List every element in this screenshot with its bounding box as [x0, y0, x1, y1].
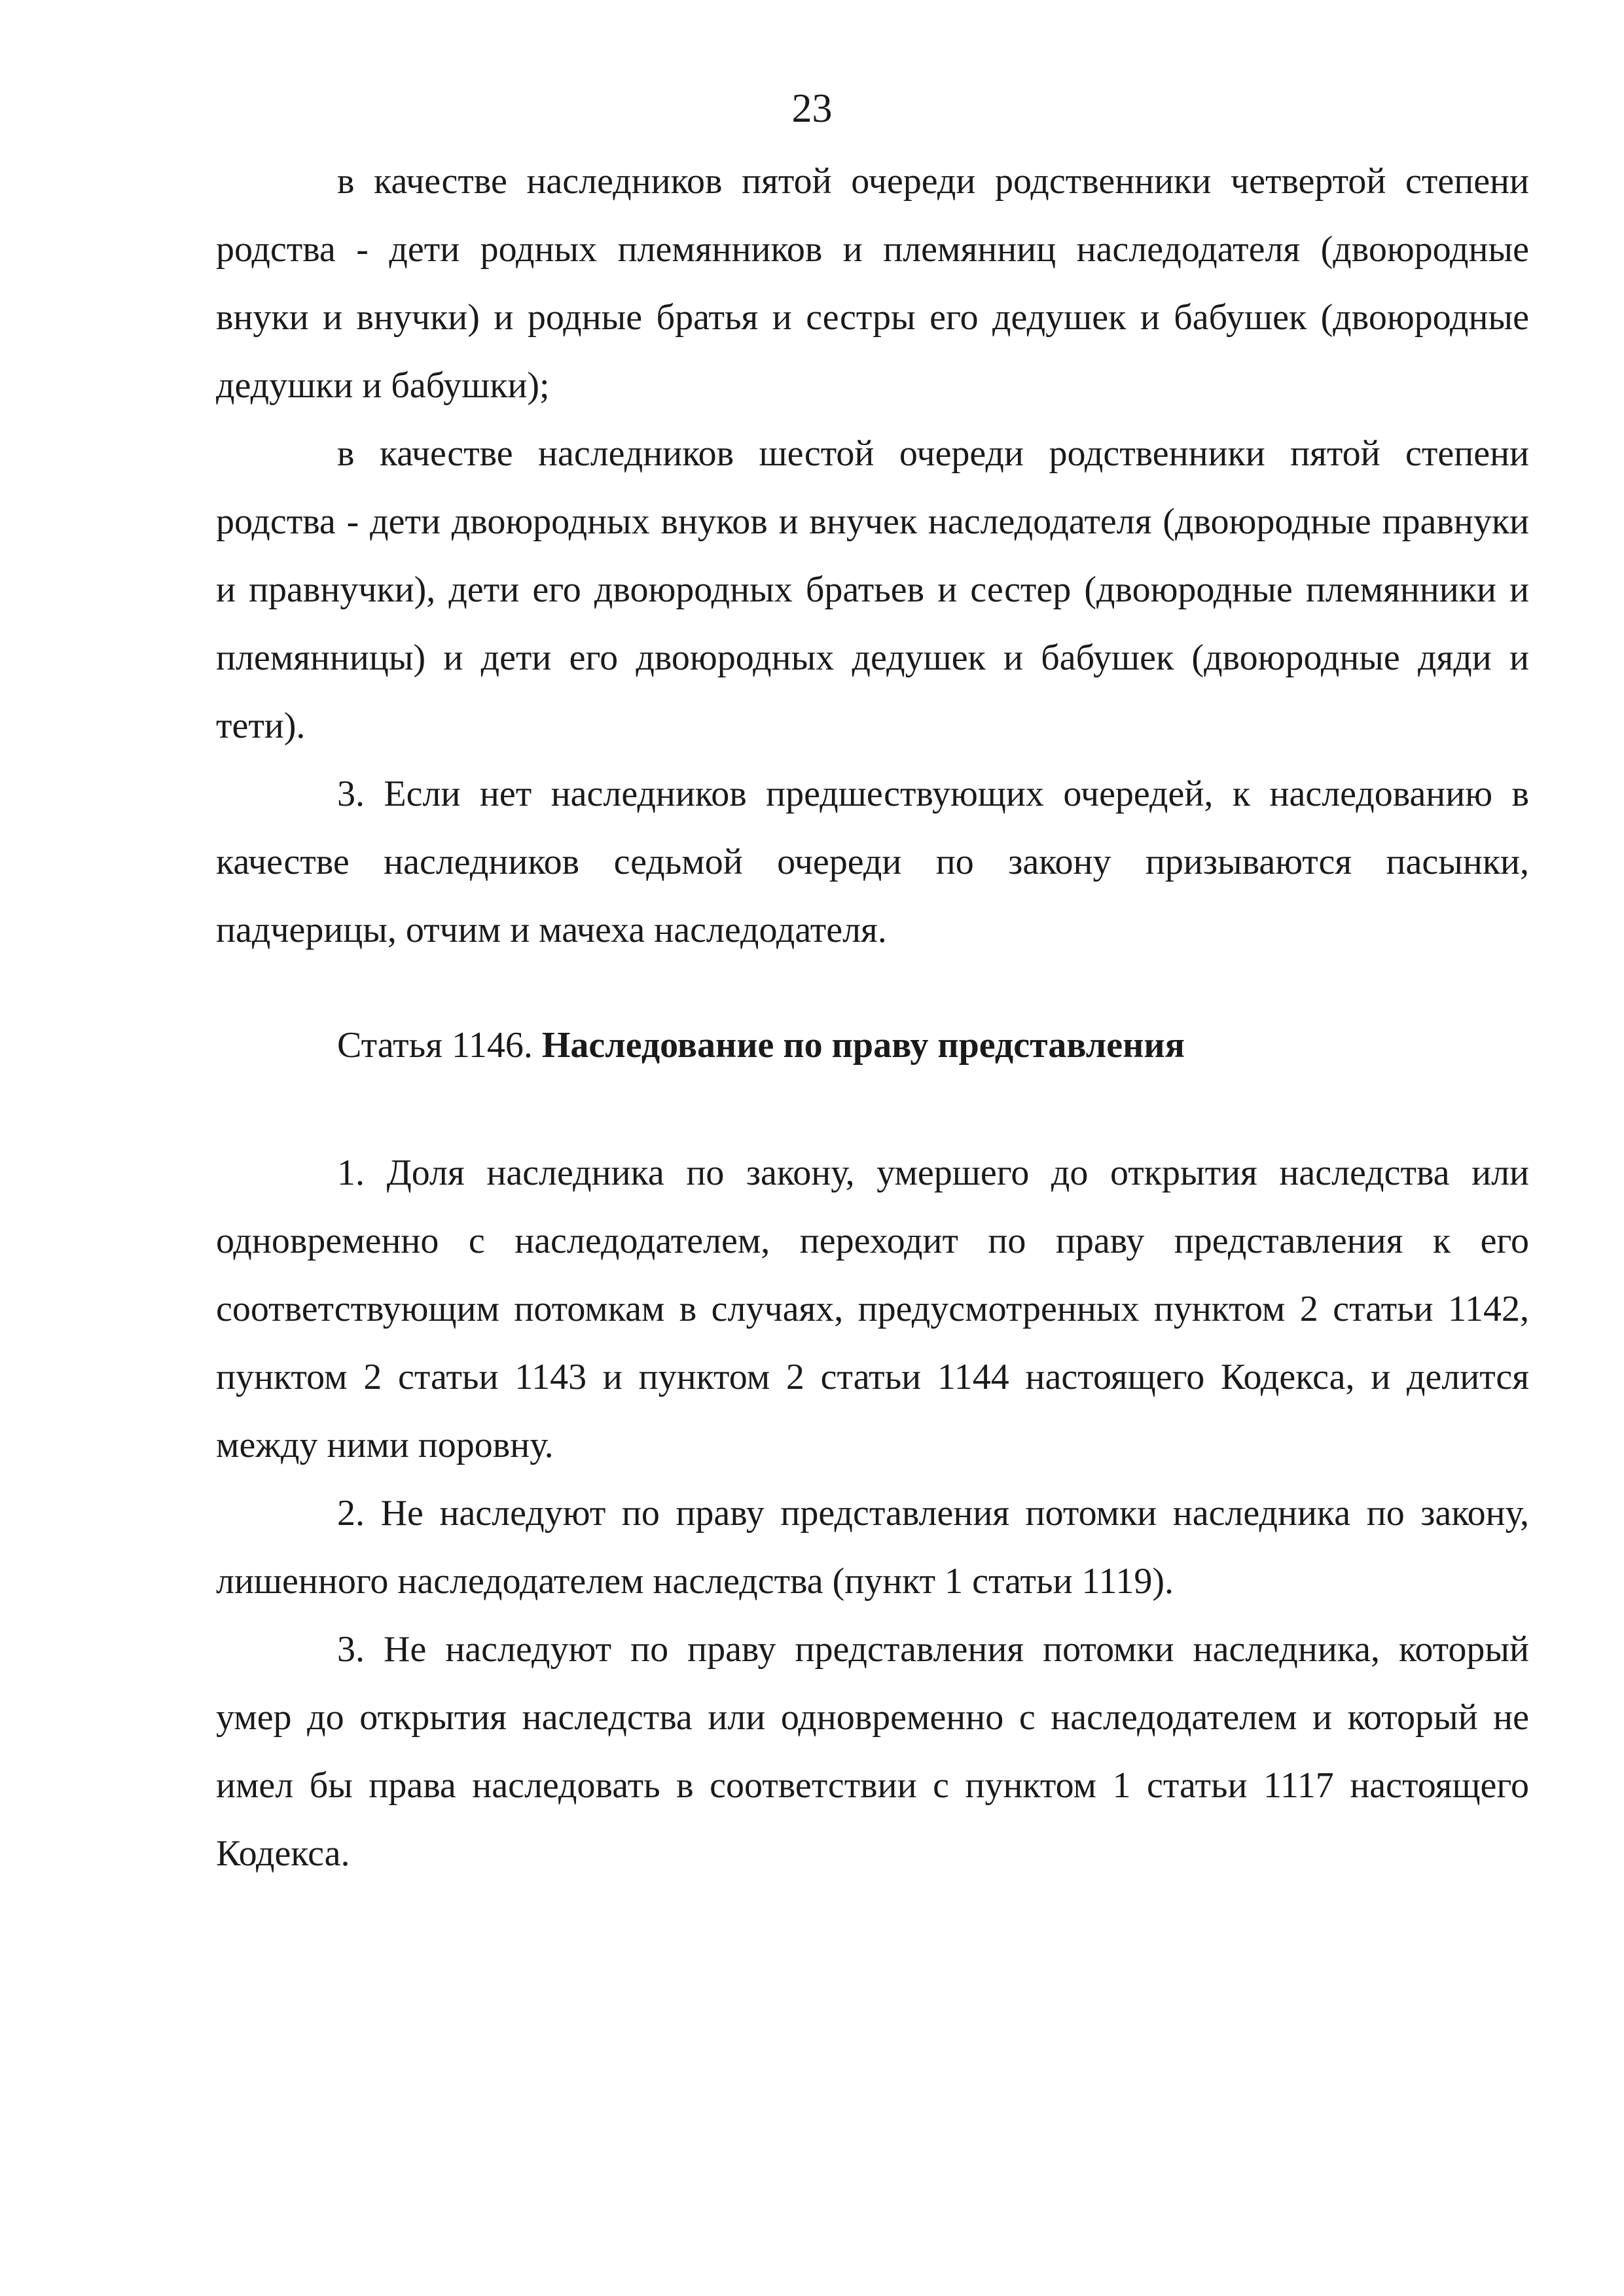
page-number: 23: [791, 86, 833, 131]
paragraph-seventh-order: 3. Если нет наследников предшествующих очередей, к наследованию в качестве наследников седьмой очереди по закону призываются пасынки, падчерицы, отчим и мачеха наследодателя.: [216, 774, 1529, 950]
article-1145-continuation: [216, 147, 1529, 964]
paragraph-2: 2. Не наследуют по праву представления потомки наследника по закону, лишенного наследодателем наследства (пункт 1 статьи 1119).: [216, 1493, 1529, 1602]
paragraph-1: 1. Доля наследника по закону, умершего до открытия наследства или одновременно с наследодателем, переходит по праву представления к его соответствующим потомкам в случаях, предусмотренных пунктом 2 статьи 1142, пунктом 2 статьи 1143 и пунктом 2 статьи 1144 настоящего Кодекса, и делится между ними поровну.: [216, 1153, 1529, 1465]
article-label: Статья 1146.: [337, 1025, 533, 1066]
paragraph-fifth-order: в качестве наследников пятой очереди родственники четвертой степени родства - дети родных племянников и племянниц наследодателя (двоюродные внуки и внучки) и родные братья и сестры его дедушек и бабушек (двоюродные дедушки и бабушки);: [216, 161, 1529, 406]
article-heading: [216, 1011, 1529, 1079]
article-1146-body: [216, 1139, 1529, 1888]
paragraph-3: 3. Не наследуют по праву представления потомки наследника, который умер до открытия наследства или одновременно с наследодателем и который не имел бы права наследовать в соответствии с пунктом 1 статьи 1117 настоящего Кодекса.: [216, 1629, 1529, 1874]
paragraph-sixth-order: в качестве наследников шестой очереди родственники пятой степени родства - дети двоюродных внуков и внучек наследодателя (двоюродные правнуки и правнучки), дети его двоюродных братьев и сестер (двоюродные племянники и племянницы) и дети его двоюродных дедушек и бабушек (двоюродные дяди и тети).: [216, 433, 1529, 746]
article-title: Наследование по праву представления: [541, 1025, 1185, 1066]
